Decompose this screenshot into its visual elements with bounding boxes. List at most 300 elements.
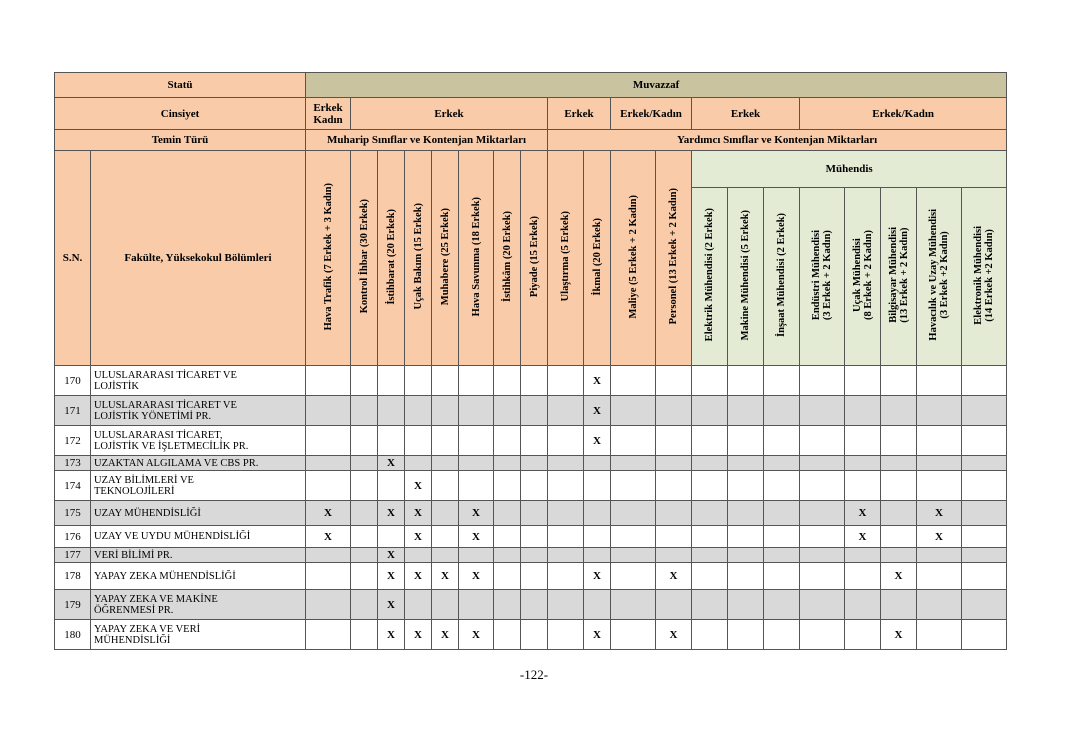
quota-cell (764, 366, 800, 396)
quota-cell (881, 456, 917, 471)
quota-cell (459, 426, 494, 456)
quota-cell (432, 366, 459, 396)
quota-cell (728, 366, 764, 396)
row-number: 178 (55, 563, 91, 590)
quota-cell (584, 526, 611, 548)
quota-cell: X (845, 501, 881, 526)
department-name: YAPAY ZEKA VE MAKİNE ÖĞRENMESİ PR. (91, 590, 306, 620)
quota-cell (521, 620, 548, 650)
quota-cell (306, 396, 351, 426)
row-number: 174 (55, 471, 91, 501)
quota-cell (351, 548, 378, 563)
quota-cell: X (378, 548, 405, 563)
column-header-label: Piyade (15 Erkek) (528, 215, 540, 298)
quota-cell (351, 396, 378, 426)
quota-cell (962, 501, 1007, 526)
quota-cell (962, 563, 1007, 590)
quota-cell (881, 471, 917, 501)
column-header-label: Bilgisayar Mühendisi (13 Erkek + 2 Kadın) (887, 227, 910, 323)
quota-cell (611, 620, 656, 650)
quota-cell: X (917, 501, 962, 526)
quota-cell: X (584, 366, 611, 396)
department-name: VERİ BİLİMİ PR. (91, 548, 306, 563)
row-number: 176 (55, 526, 91, 548)
column-header-label: İnşaat Mühendisi (2 Erkek) (776, 213, 787, 337)
quota-cell (306, 620, 351, 650)
quota-cell (800, 501, 845, 526)
cinsiyet-label: Cinsiyet (55, 98, 306, 130)
quota-cell (917, 563, 962, 590)
quota-cell (962, 590, 1007, 620)
quota-cell (548, 396, 584, 426)
quota-cell (351, 620, 378, 650)
quota-cell (494, 456, 521, 471)
column-header (845, 188, 881, 366)
quota-cell (432, 526, 459, 548)
quota-cell (494, 526, 521, 548)
quota-cell: X (881, 563, 917, 590)
quota-cell (656, 548, 692, 563)
quota-cell (494, 366, 521, 396)
quota-cell (845, 471, 881, 501)
column-header-label: Kontrol İhbar (30 Erkek) (358, 199, 370, 314)
sn-header: S.N. (55, 151, 91, 366)
quota-cell (378, 426, 405, 456)
quota-cell (692, 426, 728, 456)
quota-cell (692, 526, 728, 548)
quota-cell: X (378, 590, 405, 620)
muhendis-group-header: Mühendis (692, 151, 1007, 188)
quota-cell: X (405, 501, 432, 526)
quota-cell: X (306, 526, 351, 548)
quota-cell (962, 396, 1007, 426)
quota-cell (351, 471, 378, 501)
quota-cell (521, 548, 548, 563)
quota-cell (881, 526, 917, 548)
column-header-label: Hava Trafik (7 Erkek + 3 Kadın) (322, 182, 334, 331)
column-header (764, 188, 800, 366)
quota-cell: X (459, 501, 494, 526)
quota-cell (800, 396, 845, 426)
quota-cell (459, 396, 494, 426)
column-header (432, 151, 459, 366)
table-row (55, 501, 1007, 526)
quota-cell (764, 548, 800, 563)
quota-cell (800, 471, 845, 501)
department-name: ULUSLARARASI TİCARET VE LOJİSTİK YÖNETİMİ PR. (91, 396, 306, 426)
quota-cell: X (881, 620, 917, 650)
column-header (656, 151, 692, 366)
muharip-label: Muharip Sınıflar ve Kontenjan Miktarları (306, 130, 548, 151)
quota-cell (764, 426, 800, 456)
quota-cell (845, 620, 881, 650)
quota-cell: X (306, 501, 351, 526)
department-name: YAPAY ZEKA MÜHENDİSLİĞİ (91, 563, 306, 590)
quota-cell (548, 471, 584, 501)
quota-cell (656, 471, 692, 501)
quota-cell (306, 471, 351, 501)
quota-cell (845, 456, 881, 471)
page-number: -122- (519, 667, 549, 682)
quota-cell (548, 563, 584, 590)
quota-cell: X (656, 563, 692, 590)
quota-cell (611, 548, 656, 563)
quota-cell: X (378, 563, 405, 590)
quota-cell: X (845, 526, 881, 548)
table-row (55, 471, 1007, 501)
quota-cell (962, 471, 1007, 501)
quota-cell (845, 426, 881, 456)
quota-cell (764, 501, 800, 526)
quota-cell (378, 366, 405, 396)
quota-cell (728, 620, 764, 650)
quota-cell (764, 471, 800, 501)
quota-cell (521, 563, 548, 590)
column-header (881, 188, 917, 366)
quota-cell (881, 548, 917, 563)
quota-cell (800, 620, 845, 650)
quota-cell (962, 526, 1007, 548)
column-header-label: Endüstri Mühendisi (3 Erkek + 2 Kadın) (811, 229, 833, 321)
column-header-label: Elektronik Mühendisi (14 Erkek +2 Kadın) (973, 225, 996, 325)
quota-cell (405, 366, 432, 396)
column-header-label: İstihkâm (20 Erkek) (501, 210, 513, 302)
quota-cell (800, 563, 845, 590)
quota-cell (548, 366, 584, 396)
cinsiyet-group-6: Erkek/Kadın (800, 98, 1007, 130)
column-header (405, 151, 432, 366)
quota-cell (917, 426, 962, 456)
quota-cell (306, 590, 351, 620)
quota-cell (800, 590, 845, 620)
quota-cell: X (459, 563, 494, 590)
quota-cell (764, 456, 800, 471)
quota-cell (405, 548, 432, 563)
cinsiyet-group-3: Erkek (548, 98, 611, 130)
quota-cell (692, 396, 728, 426)
quota-cell (521, 501, 548, 526)
quota-cell (584, 456, 611, 471)
quota-cell (962, 620, 1007, 650)
quota-cell (692, 548, 728, 563)
quota-cell (548, 501, 584, 526)
quota-cell (459, 590, 494, 620)
quota-cell (692, 471, 728, 501)
temin-label: Temin Türü (55, 130, 306, 151)
department-name: UZAY BİLİMLERİ VE TEKNOLOJİLERİ (91, 471, 306, 501)
quota-cell (962, 426, 1007, 456)
quota-cell (656, 501, 692, 526)
quota-cell (306, 426, 351, 456)
statu-value: Muvazzaf (306, 73, 1007, 98)
quota-cell (917, 548, 962, 563)
quota-cell (692, 620, 728, 650)
quota-cell (800, 426, 845, 456)
column-header-label: Havacılık ve Uzay Mühendisi (3 Erkek +2 Kadın) (928, 209, 950, 341)
quota-cell (432, 590, 459, 620)
quota-cell: X (378, 620, 405, 650)
quota-cell (962, 548, 1007, 563)
quota-cell (656, 456, 692, 471)
quota-cell (692, 501, 728, 526)
column-header (962, 188, 1007, 366)
column-header-label: Uçak Bakım (15 Erkek) (412, 203, 424, 310)
quota-cell (611, 526, 656, 548)
row-number: 173 (55, 456, 91, 471)
quota-cell: X (584, 563, 611, 590)
quota-cell (917, 396, 962, 426)
statu-label: Statü (55, 73, 306, 98)
quota-cell (521, 426, 548, 456)
quota-cell (378, 526, 405, 548)
quota-cell (728, 471, 764, 501)
quota-cell (378, 396, 405, 426)
department-name: ULUSLARARASI TİCARET VE LOJİSTİK (91, 366, 306, 396)
column-header (584, 151, 611, 366)
quota-cell (845, 590, 881, 620)
quota-cell (351, 590, 378, 620)
quota-cell: X (656, 620, 692, 650)
column-header (728, 188, 764, 366)
quota-cell (494, 590, 521, 620)
quota-cell (584, 590, 611, 620)
quota-cell (962, 366, 1007, 396)
quota-cell (306, 366, 351, 396)
quota-cell (764, 620, 800, 650)
table-row (55, 620, 1007, 650)
cinsiyet-group-5: Erkek (692, 98, 800, 130)
department-name: UZAKTAN ALGILAMA VE CBS PR. (91, 456, 306, 471)
quota-cell: X (405, 620, 432, 650)
quota-cell (611, 590, 656, 620)
column-header-label: Elektrik Mühendisi (2 Erkek) (704, 208, 715, 342)
quota-cell (692, 456, 728, 471)
quota-cell: X (378, 456, 405, 471)
quota-cell (459, 471, 494, 501)
quota-cell (845, 563, 881, 590)
column-header (548, 151, 584, 366)
quota-cell (611, 426, 656, 456)
quota-cell (881, 426, 917, 456)
quota-cell (764, 526, 800, 548)
quota-cell (405, 590, 432, 620)
quota-cell: X (584, 426, 611, 456)
department-name: UZAY MÜHENDİSLİĞİ (91, 501, 306, 526)
quota-cell (432, 426, 459, 456)
quota-cell (584, 501, 611, 526)
row-number: 180 (55, 620, 91, 650)
quota-cell (351, 426, 378, 456)
quota-cell (351, 563, 378, 590)
column-header (521, 151, 548, 366)
department-name: YAPAY ZEKA VE VERİ MÜHENDİSLİĞİ (91, 620, 306, 650)
quota-cell (405, 456, 432, 471)
department-name: ULUSLARARASI TİCARET, LOJİSTİK VE İŞLETMECİLİK PR. (91, 426, 306, 456)
quota-cell (548, 548, 584, 563)
quota-cell: X (432, 563, 459, 590)
quota-cell (800, 456, 845, 471)
quota-cell: X (378, 501, 405, 526)
quota-cell (881, 396, 917, 426)
column-header (306, 151, 351, 366)
cinsiyet-group-2: Erkek (351, 98, 548, 130)
quota-cell (521, 471, 548, 501)
quota-cell (611, 366, 656, 396)
column-header (494, 151, 521, 366)
row-number: 177 (55, 548, 91, 563)
quota-cell (611, 456, 656, 471)
quota-cell (521, 526, 548, 548)
row-number: 171 (55, 396, 91, 426)
column-header (459, 151, 494, 366)
quota-cell (800, 548, 845, 563)
row-number: 175 (55, 501, 91, 526)
quota-cell (494, 471, 521, 501)
quota-cell (656, 426, 692, 456)
quota-cell: X (917, 526, 962, 548)
quota-cell (432, 548, 459, 563)
quota-cell (845, 548, 881, 563)
row-number: 172 (55, 426, 91, 456)
column-header (917, 188, 962, 366)
quota-cell: X (405, 471, 432, 501)
quota-cell (764, 396, 800, 426)
fakulte-header: Fakülte, Yüksekokul Bölümleri (91, 151, 306, 366)
quota-cell (548, 620, 584, 650)
column-header-label: İkmal (20 Erkek) (591, 217, 603, 296)
quota-cell (728, 396, 764, 426)
quota-cell (845, 366, 881, 396)
quota-cell (378, 471, 405, 501)
table-row (55, 563, 1007, 590)
quota-cell: X (459, 526, 494, 548)
quota-cell (351, 526, 378, 548)
quota-cell: X (432, 620, 459, 650)
quota-table (54, 72, 1007, 650)
quota-cell (432, 456, 459, 471)
quota-cell (351, 366, 378, 396)
quota-cell (611, 471, 656, 501)
quota-cell (728, 426, 764, 456)
row-number: 170 (55, 366, 91, 396)
quota-cell (611, 501, 656, 526)
column-header-label: Makine Mühendisi (5 Erkek) (740, 209, 751, 341)
quota-cell (845, 396, 881, 426)
quota-cell (351, 456, 378, 471)
quota-cell (521, 590, 548, 620)
column-header (378, 151, 405, 366)
column-header-label: Muhabere (25 Erkek) (439, 207, 451, 306)
table-row (55, 526, 1007, 548)
quota-cell (917, 590, 962, 620)
column-header (800, 188, 845, 366)
quota-cell (656, 526, 692, 548)
table-row (55, 426, 1007, 456)
quota-cell (459, 548, 494, 563)
table-row (55, 548, 1007, 563)
quota-cell (548, 426, 584, 456)
quota-cell (548, 526, 584, 548)
quota-cell (728, 456, 764, 471)
quota-cell (692, 563, 728, 590)
quota-cell (728, 526, 764, 548)
cinsiyet-group-1: Erkek Kadın (306, 98, 351, 130)
quota-cell (351, 501, 378, 526)
column-header (692, 188, 728, 366)
quota-cell: X (584, 396, 611, 426)
quota-cell: X (405, 563, 432, 590)
quota-cell (548, 456, 584, 471)
quota-cell (881, 501, 917, 526)
quota-cell (881, 366, 917, 396)
column-header-label: İstihbarat (20 Erkek) (385, 208, 397, 305)
quota-cell (800, 366, 845, 396)
quota-cell (459, 456, 494, 471)
table-row (55, 456, 1007, 471)
quota-cell (521, 366, 548, 396)
quota-cell (656, 590, 692, 620)
quota-cell: X (405, 526, 432, 548)
table-row (55, 396, 1007, 426)
quota-cell (306, 563, 351, 590)
quota-cell: X (459, 620, 494, 650)
quota-cell (881, 590, 917, 620)
quota-cell (432, 501, 459, 526)
quota-cell (494, 563, 521, 590)
quota-cell (306, 548, 351, 563)
quota-cell (917, 456, 962, 471)
table-row (55, 590, 1007, 620)
quota-cell (459, 366, 494, 396)
quota-cell (917, 366, 962, 396)
quota-cell (405, 426, 432, 456)
quota-cell (800, 526, 845, 548)
quota-cell (494, 501, 521, 526)
column-header (611, 151, 656, 366)
quota-cell (405, 396, 432, 426)
quota-cell (494, 620, 521, 650)
department-name: UZAY VE UYDU MÜHENDİSLİĞİ (91, 526, 306, 548)
quota-cell (521, 396, 548, 426)
quota-cell (656, 396, 692, 426)
column-header-label: Personel (13 Erkek + 2 Kadın) (668, 188, 679, 325)
quota-cell (656, 366, 692, 396)
cinsiyet-group-4: Erkek/Kadın (611, 98, 692, 130)
quota-cell (584, 548, 611, 563)
table-row (55, 366, 1007, 396)
quota-cell (764, 590, 800, 620)
quota-cell (611, 563, 656, 590)
quota-cell (521, 456, 548, 471)
quota-cell (494, 548, 521, 563)
quota-cell (584, 471, 611, 501)
quota-cell (764, 563, 800, 590)
quota-cell (728, 548, 764, 563)
quota-cell (917, 620, 962, 650)
quota-cell (306, 456, 351, 471)
quota-cell (432, 396, 459, 426)
quota-cell (494, 426, 521, 456)
yardimci-label: Yardımcı Sınıflar ve Kontenjan Miktarları (548, 130, 1007, 151)
quota-cell (494, 396, 521, 426)
quota-cell (611, 396, 656, 426)
quota-cell (962, 456, 1007, 471)
quota-cell (692, 366, 728, 396)
quota-cell (432, 471, 459, 501)
column-header (351, 151, 378, 366)
column-header-label: Hava Savunma (18 Erkek) (470, 196, 482, 317)
quota-cell (728, 501, 764, 526)
